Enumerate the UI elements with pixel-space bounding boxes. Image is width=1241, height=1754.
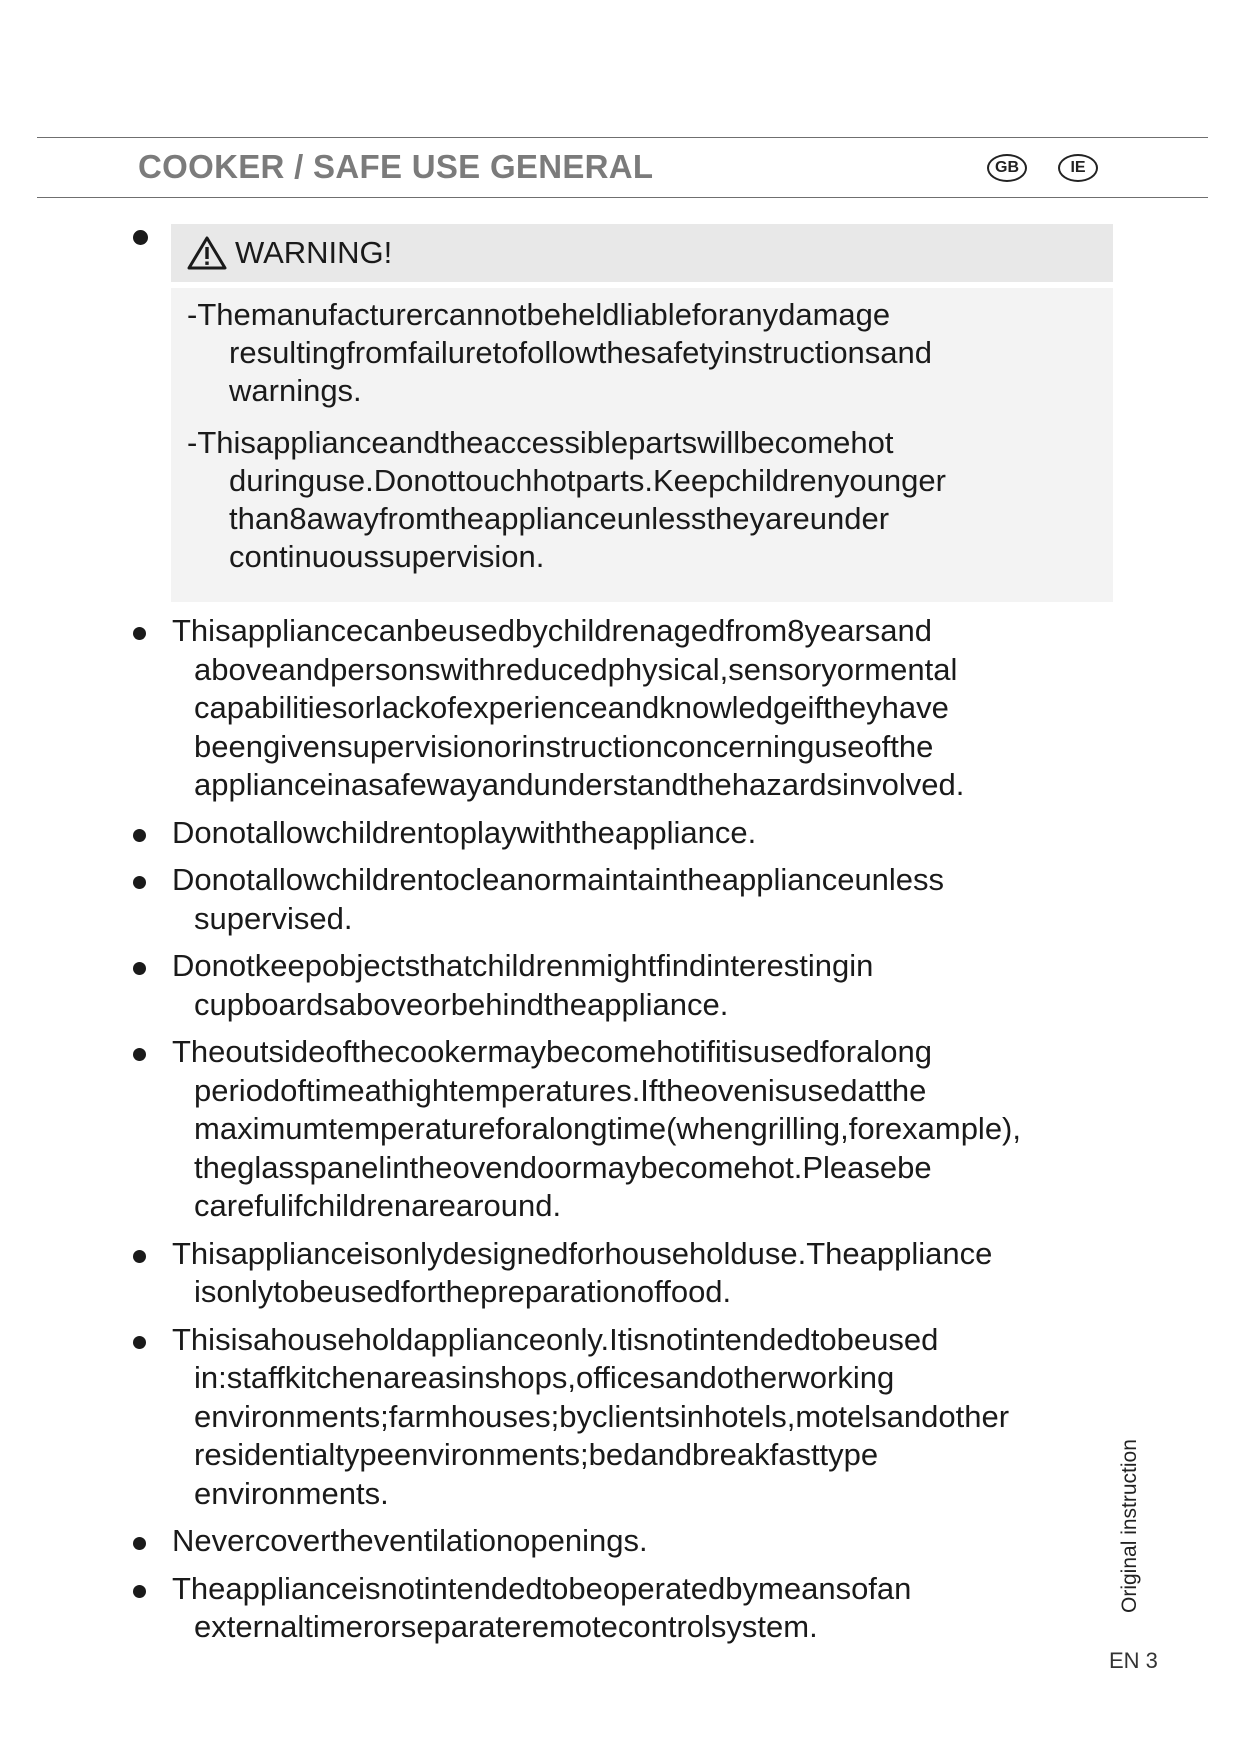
warning-triangle-icon <box>187 236 227 270</box>
warning-paragraph: -Thisapplianceandtheaccessiblepartswillbecomehot duringuse.Donottouchhotparts.Keepchildrenyounger than8awayfromtheapplianceunlesstheyareunder continuoussupervision. <box>187 425 946 574</box>
list-item: Donotkeepobjectsthatchildrenmightfindinterestingin cupboardsaboveorbehindtheappliance. <box>130 947 1060 1024</box>
warning-label: WARNING! <box>235 235 393 270</box>
section-title: COOKER / SAFE USE GENERAL <box>138 148 654 185</box>
side-label: Original instruction <box>1118 1439 1141 1613</box>
warning-body <box>171 288 1113 602</box>
list-item: Thisapplianceisonlydesignedforhouseholduse.Theappliance isonlytobeusedforthepreparationoffood. <box>130 1235 1060 1312</box>
safety-bullet-list <box>130 612 1060 1656</box>
warning-header <box>171 224 1113 282</box>
list-item: Theapplianceisnotintendedtobeoperatedbymeansofan externaltimerorseparateremotecontrolsystem. <box>130 1570 1060 1647</box>
list-item: Thisappliancecanbeusedbychildrenagedfrom8yearsand aboveandpersonswithreducedphysical,sensoryormental capabilitiesorlackofexperienceandknowledgeiftheyhave beengivensupervisionorinstructionconcerninguseofthe applianceinasafewayandunderstandthehazardsinvolved. <box>130 612 1060 805</box>
country-badge-ie: IE <box>1058 154 1098 182</box>
country-badge-gb: GB <box>987 154 1027 182</box>
page-number: EN 3 <box>1109 1648 1158 1673</box>
header-top-rule <box>37 137 1208 138</box>
list-item: Donotallowchildrentoplaywiththeappliance. <box>130 814 1060 853</box>
bullet-dot <box>133 230 148 245</box>
list-item: Theoutsideofthecookermaybecomehotifitisusedforalong periodoftimeathightemperatures.Iftheovenisusedatthe maximumtemperatureforalongtime(whengrilling,forexample), theglasspanelintheovendoormaybecomehot.Pleasebe carefulifchildrenarearound. <box>130 1033 1060 1226</box>
header-bottom-rule <box>37 197 1208 198</box>
list-item: Donotallowchildrentocleanormaintaintheapplianceunless supervised. <box>130 861 1060 938</box>
list-item: Thisisahouseholdapplianceonly.Itisnotintendedtobeused in:staffkitchenareasinshops,officesandotherworking environments;farmhouses;byclientsinhotels,motelsandother residentialtypeenvironments;bedandbreakfasttype environments. <box>130 1321 1060 1514</box>
warning-paragraph: -Themanufacturercannotbeheldliableforanydamage resultingfromfailuretofollowthesafetyinstructionsand warnings. <box>187 297 933 408</box>
list-item: Nevercovertheventilationopenings. <box>130 1522 1060 1561</box>
